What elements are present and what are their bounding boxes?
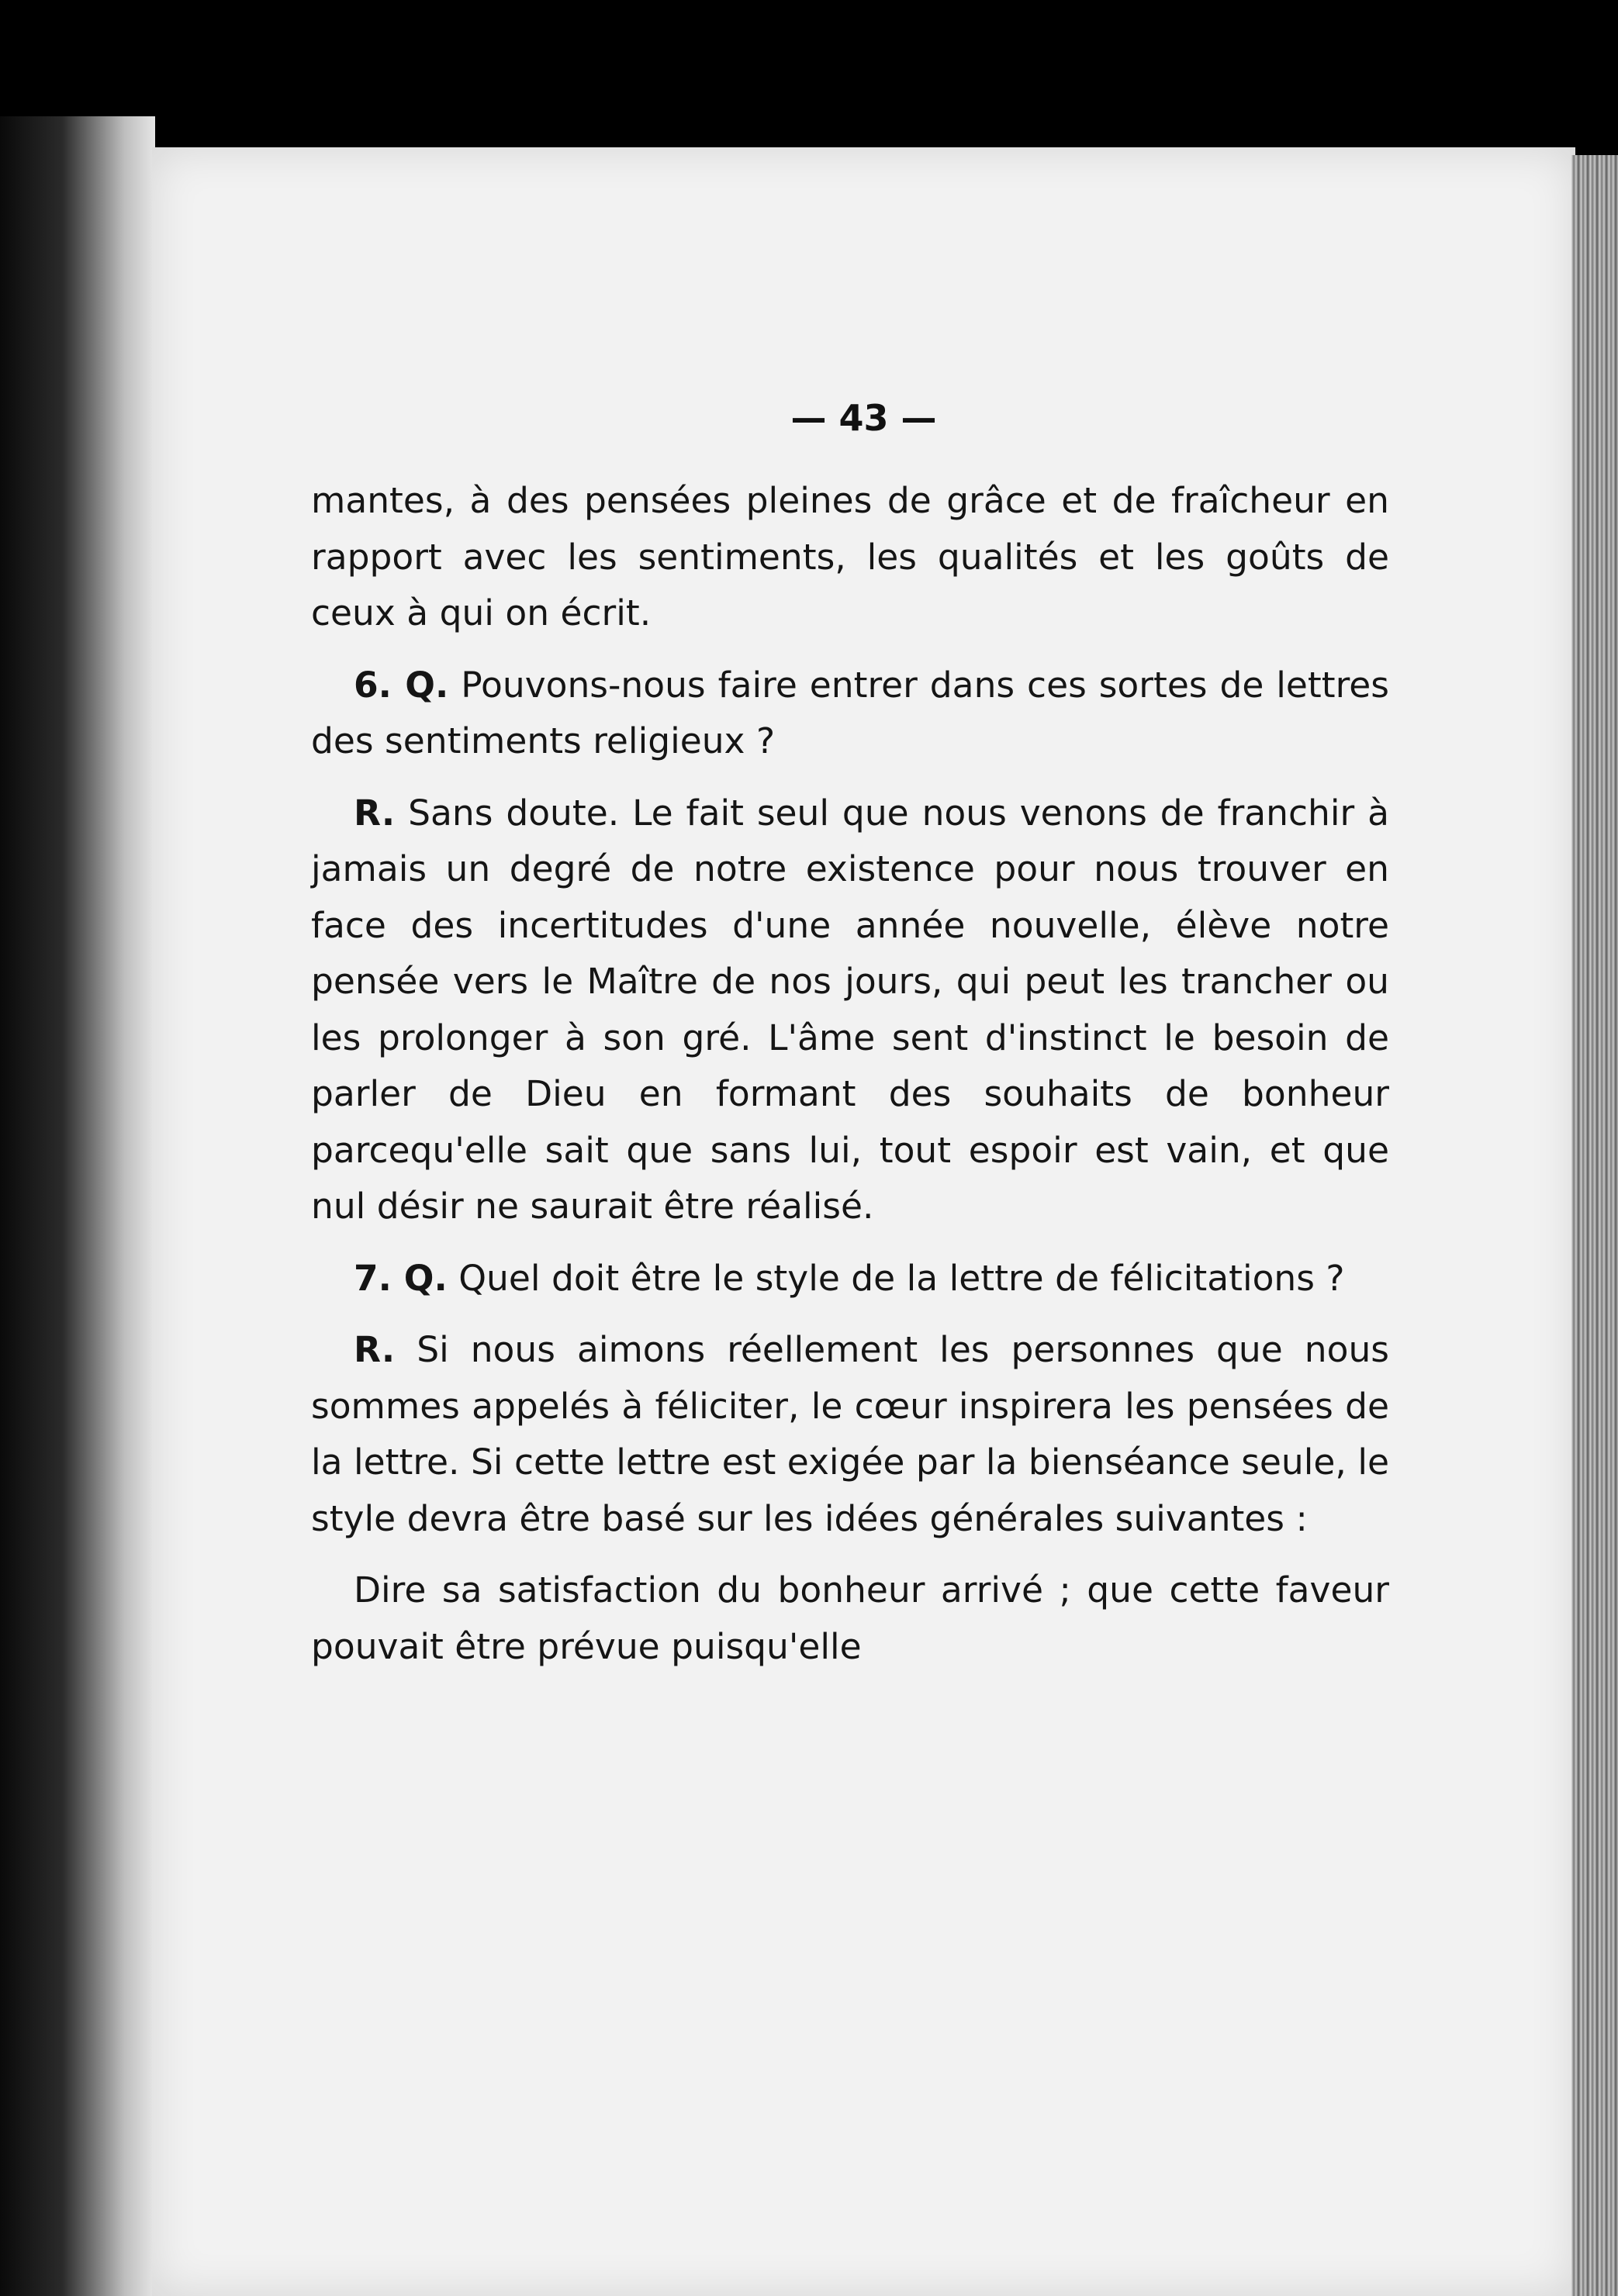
book-page: [152, 147, 1575, 2296]
question-text: Quel doit être le style de la lettre de félicitations ?: [458, 1257, 1345, 1299]
question-label: 7. Q.: [354, 1257, 448, 1299]
answer-label: R.: [354, 792, 396, 834]
text-column: [311, 473, 1389, 1675]
answer-text: Si nous aimons réellement les personnes que nous sommes appelés à féliciter, le cœur inspirera les pensées de la lettre. Si cette lettre est exigée par la bienséance seule, le style devra être basé sur les idées générales suivantes :: [311, 1329, 1389, 1539]
question-text: Pouvons-nous faire entrer dans ces sortes de lettres des sentiments religieux ?: [311, 664, 1390, 761]
page-stack-edge: [1571, 155, 1618, 2296]
question-label: 6. Q.: [354, 664, 449, 706]
answer-7: [311, 1322, 1389, 1547]
question-6: [311, 658, 1389, 770]
paragraph-text: mantes, à des pensées pleines de grâce et de fraîcheur en rapport avec les sentiments, les qualités et les goûts de ceux à qui on écrit.: [311, 480, 1389, 634]
paragraph-continuation: [311, 473, 1389, 642]
paragraph-final: [311, 1562, 1389, 1675]
answer-text: Sans doute. Le fait seul que nous venons de franchir à jamais un degré de notre existence pour nous trouver en face des incertitudes d'une année nouvelle, élève notre pensée vers le Maître de nos jours, qui peut les trancher ou les prolonger à son gré. L'âme sent d'instinct le besoin de parler de Dieu en formant des souhaits de bonheur parcequ'elle sait que sans lui, tout espoir est vain, et que nul désir ne saurait être réalisé.: [311, 792, 1389, 1227]
question-7: [311, 1251, 1389, 1307]
answer-label: R.: [354, 1329, 396, 1370]
page-number: — 43 —: [790, 397, 937, 439]
paragraph-text: Dire sa satisfaction du bonheur arrivé ; que cette faveur pouvait être prévue puisqu'elle: [311, 1569, 1389, 1667]
answer-6: [311, 785, 1389, 1235]
left-page-edge: [0, 116, 155, 2296]
